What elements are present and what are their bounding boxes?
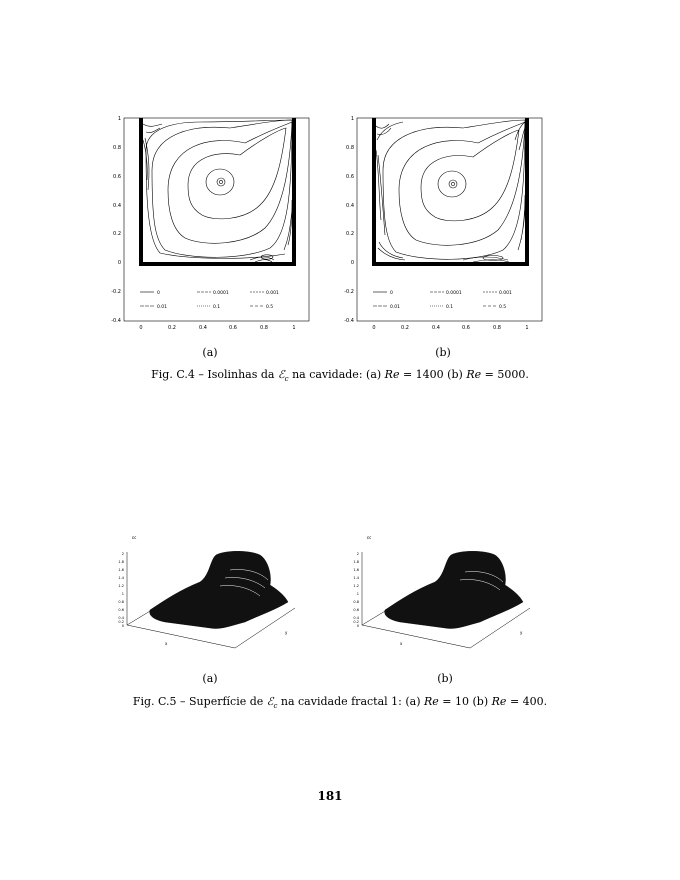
svg-text:0: 0 [121,624,124,628]
figure-c4-label-a: (a) [202,346,218,359]
legend-label: 0.5 [499,305,507,310]
figure-c4-caption: Fig. C.4 – Isolinhas da ℰ$_c$ na cavidade: (a) Re = 1400 (b) Re = 5000. [151,368,529,384]
y-axis-label: y [520,630,523,635]
legend-label: 0 [157,291,160,296]
x-tick: 0.2 [168,325,176,331]
y-tick: -0.2 [344,289,354,295]
y-tick: 0.2 [346,231,354,237]
figure-c5-panel-b [345,530,545,655]
y-tick: 1 [117,116,121,122]
y-tick: 0 [117,260,121,266]
x-tick: 0.6 [229,325,237,331]
y-axis-label: y [285,630,288,635]
page-number: 181 [317,789,343,803]
y-tick: -0.4 [111,318,121,324]
x-tick: 0.8 [493,325,501,331]
x-tick: 0 [372,325,376,331]
y-tick: 0 [350,260,354,266]
z-axis-label: εc [367,535,372,540]
x-tick: 0.8 [260,325,268,331]
legend-label: 0.0001 [213,291,229,296]
svg-text:1.2: 1.2 [118,584,124,588]
x-tick-labels [372,325,528,331]
cavity-walls [141,118,294,264]
x-tick: 0 [139,325,143,331]
y-tick: 0.2 [113,231,121,237]
svg-text:1.4: 1.4 [353,576,359,580]
figure-c5-label-a: (a) [202,672,218,685]
svg-text:1.8: 1.8 [118,560,124,564]
x-tick: 0.2 [401,325,409,331]
legend [140,290,279,310]
x-tick: 1 [525,325,529,331]
svg-text:0.4: 0.4 [353,616,359,620]
y-tick: 0.4 [113,203,121,209]
y-tick: 1 [350,116,354,122]
svg-text:0.8: 0.8 [353,600,359,604]
legend [373,290,512,310]
svg-text:0.8: 0.8 [118,600,124,604]
svg-text:0.2: 0.2 [353,620,359,624]
svg-text:1.6: 1.6 [118,568,124,572]
y-tick: 0.4 [346,203,354,209]
svg-text:0.4: 0.4 [118,616,124,620]
isolines [376,120,525,262]
legend-label: 0.01 [390,305,401,310]
z-tick-labels [353,552,359,628]
svg-text:1: 1 [121,592,124,596]
y-tick: 0.8 [113,145,121,151]
svg-text:1: 1 [356,592,359,596]
y-tick-labels [111,116,121,324]
z-axis-label: εc [132,535,137,540]
svg-text:0.6: 0.6 [353,608,359,612]
svg-text:0: 0 [356,624,359,628]
legend-label: 0.5 [266,305,274,310]
figure-c4-label-b: (b) [435,346,451,359]
legend-label: 0.1 [446,305,454,310]
figure-c5-label-b: (b) [437,672,453,685]
legend-label: 0.1 [213,305,221,310]
svg-text:2: 2 [121,552,124,556]
x-axis-label: x [400,641,403,646]
svg-text:0.6: 0.6 [118,608,124,612]
figure-c4-panel-b [343,110,553,335]
y-tick: -0.4 [344,318,354,324]
svg-text:1.4: 1.4 [118,576,124,580]
x-tick: 0.4 [199,325,207,331]
figure-c5-panel-a [110,530,310,655]
svg-text:2: 2 [356,552,359,556]
surface [385,551,523,628]
figure-c5-caption: Fig. C.5 – Superfície de ℰ$_c$ na cavidade fractal 1: (a) Re = 10 (b) Re = 400. [132,695,548,711]
legend-label: 0.001 [499,291,512,296]
x-tick: 0.6 [462,325,470,331]
surface [150,551,288,628]
isolines [143,120,292,262]
svg-text:0.2: 0.2 [118,620,124,624]
legend-label: 0.0001 [446,291,462,296]
y-tick: -0.2 [111,289,121,295]
legend-label: 0.01 [157,305,168,310]
x-axis-label: x [165,641,168,646]
legend-label: 0.001 [266,291,279,296]
z-tick-labels [118,552,124,628]
svg-text:1.6: 1.6 [353,568,359,572]
y-tick: 0.6 [113,174,121,180]
x-tick: 1 [292,325,296,331]
x-tick: 0.4 [432,325,440,331]
figure-c4-panel-a [110,110,320,335]
y-tick: 0.8 [346,145,354,151]
y-tick-labels [344,116,354,324]
svg-text:1.8: 1.8 [353,560,359,564]
svg-text:1.2: 1.2 [353,584,359,588]
x-tick-labels [139,325,295,331]
legend-label: 0 [390,291,393,296]
y-tick: 0.6 [346,174,354,180]
